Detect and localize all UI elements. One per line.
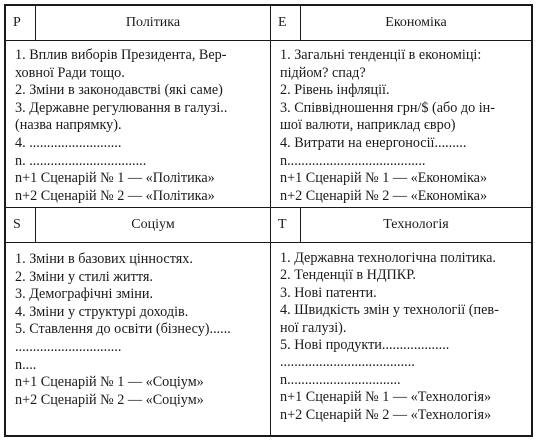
economic-line: n....................................... [280,152,426,169]
social-line: n+2 Сценарій № 2 — «Соціум» [15,391,204,408]
political-line: 4. .......................... [15,134,122,151]
economic-letter: E [271,6,301,40]
technology-line: 1. Державна технологічна політика. [280,250,496,266]
technology-line: n................................ [280,371,401,388]
economic-line: 2. Рівень інфляції. [280,82,390,99]
social-line: n+1 Сценарій № 1 — «Соціум» [15,374,204,391]
technology-line: 5. Нові продукти................... [280,337,450,354]
technology-line: n+2 Сценарій № 2 — «Технологія» [280,406,492,423]
political-line: ховної Ради тощо. [15,64,125,81]
social-line: 5. Ставлення до освіти (бізнесу)...... [15,321,231,338]
political-factors [6,41,271,208]
economic-line: шої валюти, наприклад євро) [280,117,456,134]
political-line: 1. Вплив виборів Президента, Вер- [15,47,227,63]
technology-line: n+1 Сценарій № 1 — «Технологія» [280,389,492,406]
political-line: (назва напрямку). [15,117,122,134]
political-line: n+1 Сценарій № 1 — «Політика» [15,170,215,187]
social-letter: S [6,208,36,242]
social-line: n.... [15,356,37,373]
social-line: 3. Демографічні зміни. [15,286,154,303]
social-line: .............................. [15,338,122,355]
social-line: 1. Зміни в базових цінностях. [15,251,193,267]
economic-header [271,6,531,41]
technology-line: 4. Швидкість змін у технології (пев- [280,302,499,319]
social-line: 2. Зміни у стилі життя. [15,268,153,285]
social-title: Соціум [131,217,175,232]
economic-title: Економіка [385,15,447,30]
economic-line: 1. Загальні тенденції в економіці: [280,47,482,63]
technology-line: ної галузі). [280,319,347,336]
political-title: Політика [125,15,181,30]
political-line: n. ................................. [15,152,147,169]
political-letter: P [6,6,36,40]
technology-title: Технологія [383,217,449,232]
political-header [6,6,271,41]
political-line: n+2 Сценарій № 2 — «Політика» [15,187,215,204]
social-header [6,208,271,243]
technology-line: 2. Тенденції в НДПКР. [280,267,416,284]
economic-line: підйом? спад? [280,64,366,81]
pest-table [4,4,533,437]
economic-line: n+1 Сценарій № 1 — «Економіка» [280,170,488,187]
technology-line: ...................................... [280,354,415,371]
political-line: 2. Зміни в законодавстві (які саме) [15,82,223,99]
economic-line: 3. Співвідношення грн/$ (або до ін- [280,99,495,116]
political-line: 3. Державне регулювання в галузі.. [15,99,228,116]
economic-line: 4. Витрати на енергоносії......... [280,134,467,151]
economic-factors [271,41,531,208]
social-line: 4. Зміни у структурі доходів. [15,303,189,320]
social-factors [6,243,271,435]
technology-line: 3. Нові патенти. [280,284,377,301]
technology-factors [271,243,531,435]
technology-letter: T [271,208,301,242]
technology-header [271,208,531,243]
economic-line: n+2 Сценарій № 2 — «Економіка» [280,187,488,204]
